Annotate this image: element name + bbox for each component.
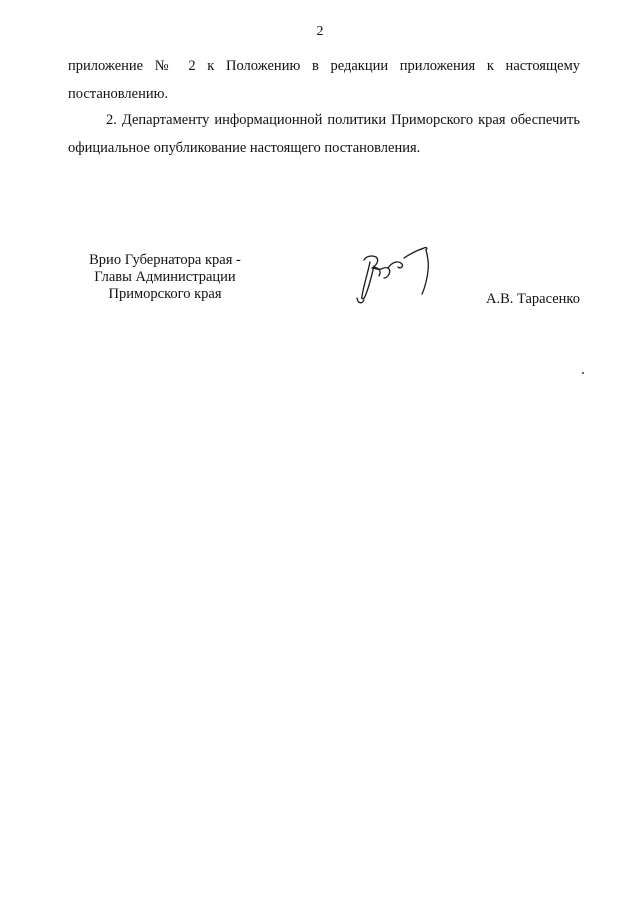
stray-mark [582, 372, 584, 374]
page-number: 2 [316, 24, 324, 39]
paragraph-1-line-1: приложение № 2 к Положению в редакции приложения к настоящему [68, 58, 580, 74]
signatory-position-line-2: Главы Администрации [94, 269, 236, 285]
signatory-position-line-3: Приморского края [108, 286, 222, 302]
paragraph-2-line-2: официальное опубликование настоящего постановления. [68, 140, 421, 156]
paragraph-1 [68, 52, 580, 108]
signatory-position-line-1: Врио Губернатора края - [89, 252, 241, 268]
paragraph-1-line-2: постановлению. [68, 86, 169, 102]
signer-name: А.В. Тарасенко [485, 291, 580, 307]
paragraph-2 [68, 106, 580, 162]
handwritten-signature [352, 238, 450, 308]
signatory-position [60, 252, 270, 303]
paragraph-2-line-1: 2. Департаменту информационной политики Приморского края обеспечить [106, 112, 580, 128]
